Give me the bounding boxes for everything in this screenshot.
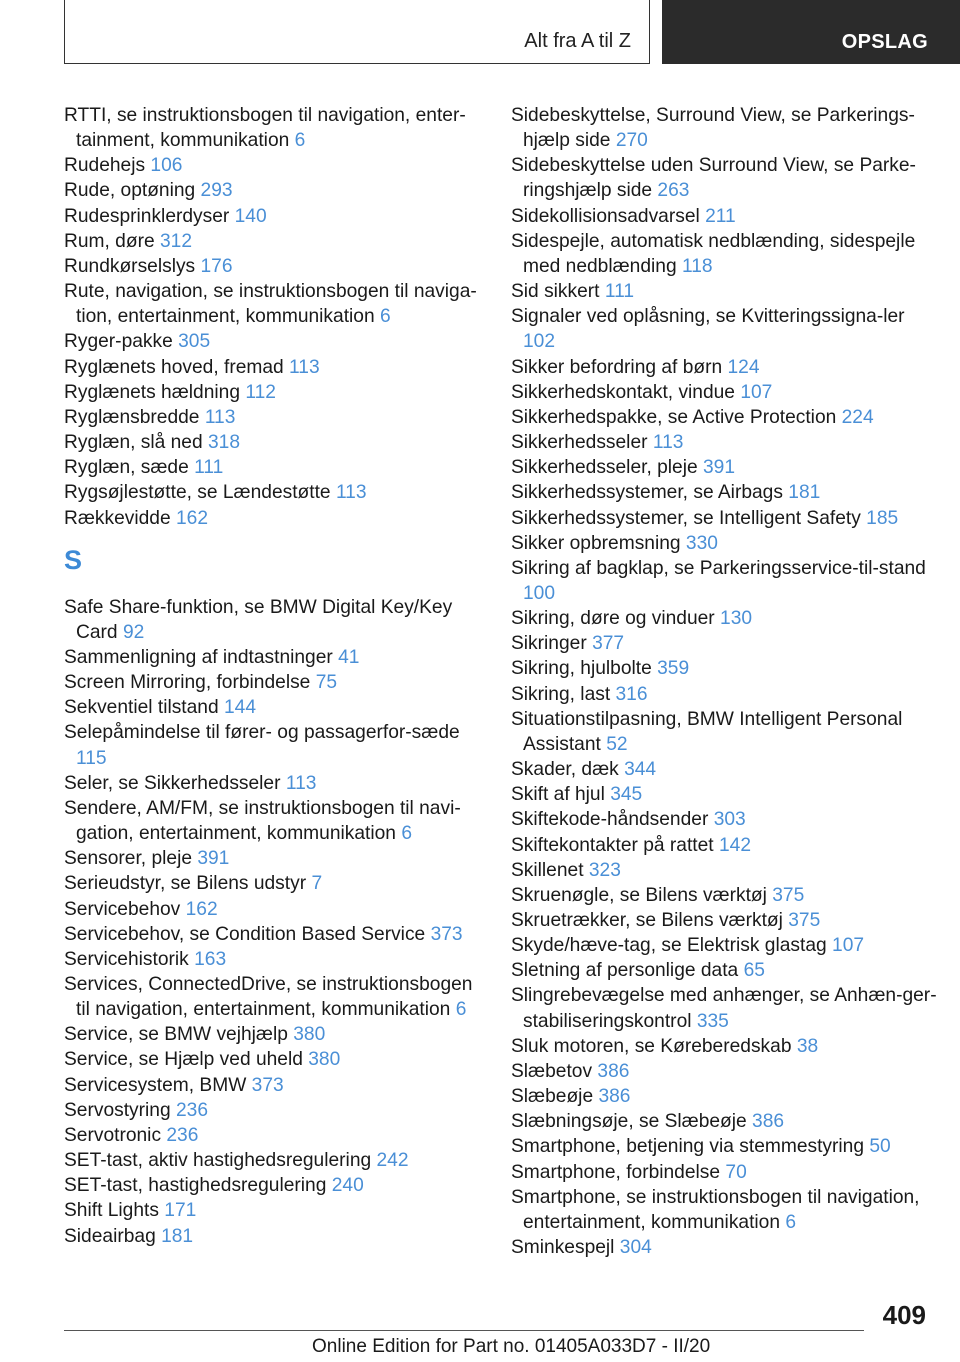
index-entry xyxy=(511,1134,941,1159)
index-term: Signaler ved oplåsning, se Kvitteringssigna-ler xyxy=(511,306,905,328)
index-entry xyxy=(511,782,941,807)
page-reference-link[interactable]: 380 xyxy=(308,1049,341,1071)
index-term: Sidebeskyttelse uden Surround View, se Parke-ringshjælp side xyxy=(511,155,916,202)
footer-divider xyxy=(64,1330,864,1331)
index-term: Sid sikkert xyxy=(511,281,600,303)
index-entry xyxy=(64,947,482,972)
index-entry xyxy=(511,958,941,983)
page-reference-link[interactable]: 106 xyxy=(150,155,183,177)
index-entry xyxy=(64,1047,482,1072)
index-group-s xyxy=(64,595,482,1249)
index-entry xyxy=(64,1173,482,1198)
index-group-r xyxy=(64,103,482,531)
page-reference-link[interactable]: 6 xyxy=(294,130,306,152)
index-entry xyxy=(511,858,941,883)
index-term: Safe Share-funktion, se BMW Digital Key/Key Card xyxy=(64,596,453,643)
index-term: Sendere, AM/FM, se instruktionsbogen til navi-gation, entertainment, kommunikation xyxy=(64,797,461,845)
page-reference-link[interactable]: 7 xyxy=(311,873,323,895)
index-term: Skyde/hæve-tag, se Elektrisk glastag xyxy=(511,935,827,957)
page-reference-link[interactable]: 6 xyxy=(379,306,391,328)
page-header xyxy=(64,0,960,64)
index-term: Servotronic xyxy=(64,1124,162,1146)
index-term: Slingrebevægelse med anhænger, se Anhæn-ger-stabiliseringskontrol xyxy=(511,985,937,1032)
index-term: Service, se BMW vejhjælp xyxy=(64,1024,288,1046)
index-entry xyxy=(64,430,482,455)
page-reference-link[interactable]: 236 xyxy=(166,1124,199,1146)
index-entry xyxy=(64,595,482,645)
page-reference-link[interactable]: 100 xyxy=(523,582,556,604)
index-term: Sikring, døre og vinduer xyxy=(511,608,715,630)
index-entry xyxy=(64,670,482,695)
index-entry xyxy=(64,329,482,354)
index-entry xyxy=(511,531,941,556)
index-entry xyxy=(511,355,941,380)
index-entry xyxy=(64,480,482,505)
index-term: Sikkerhedskontakt, vindue xyxy=(511,381,735,403)
page-reference-link[interactable]: 113 xyxy=(285,772,317,794)
index-entry xyxy=(64,153,482,178)
page-reference-link[interactable]: 391 xyxy=(703,457,736,479)
index-term: Sikkerhedsseler, pleje xyxy=(511,457,698,479)
index-entry xyxy=(64,380,482,405)
index-entry xyxy=(64,405,482,430)
index-entry xyxy=(511,304,941,354)
index-term: Ryglæn, sæde xyxy=(64,457,189,479)
index-term: Rudesprinklerdyser xyxy=(64,205,230,227)
index-term: Sensorer, pleje xyxy=(64,848,192,870)
index-term: Servicebehov, se Condition Based Service xyxy=(64,923,426,945)
page-reference-link[interactable]: 181 xyxy=(161,1225,194,1247)
page-reference-link[interactable]: 240 xyxy=(331,1175,364,1197)
index-entry xyxy=(64,771,482,796)
page-reference-link[interactable]: 185 xyxy=(866,507,899,529)
index-entry xyxy=(64,972,482,1022)
page-reference-link[interactable]: 359 xyxy=(657,658,690,680)
index-term: Rudehejs xyxy=(64,155,146,177)
index-entry xyxy=(64,871,482,896)
index-term: Skiftekontakter på rattet xyxy=(511,834,714,856)
index-term: Ryglæn, slå ned xyxy=(64,432,203,454)
index-term: Skiftekode-håndsender xyxy=(511,809,709,831)
index-group-s-continued xyxy=(511,103,941,1260)
index-entry xyxy=(511,682,941,707)
page-reference-link[interactable]: 373 xyxy=(430,923,463,945)
index-entry xyxy=(511,279,941,304)
index-entry xyxy=(511,1084,941,1109)
page-reference-link[interactable]: 130 xyxy=(720,608,753,630)
section-title: Alt fra A til Z xyxy=(524,30,631,52)
index-entry xyxy=(511,1160,941,1185)
page-reference-link[interactable]: 391 xyxy=(197,848,230,870)
chapter-tab xyxy=(662,0,960,64)
index-term: Sikkerhedssystemer, se Intelligent Safety xyxy=(511,507,861,529)
index-term: Skruenøgle, se Bilens værktøj xyxy=(511,884,767,906)
index-term: Slæbningsøje, se Slæbeøje xyxy=(511,1111,747,1133)
index-term: RTTI, se instruktionsbogen til navigation, enter-tainment, kommunikation xyxy=(64,105,466,152)
index-entry xyxy=(64,720,482,770)
index-term: Rum, døre xyxy=(64,230,155,252)
index-entry xyxy=(511,506,941,531)
index-term: Sikker befordring af børn xyxy=(511,356,723,378)
index-term: Servostyring xyxy=(64,1099,171,1121)
page-reference-link[interactable]: 323 xyxy=(588,859,621,881)
index-entry xyxy=(64,1198,482,1223)
index-entry xyxy=(64,846,482,871)
index-entry xyxy=(64,922,482,947)
page-reference-link[interactable]: 162 xyxy=(185,898,218,920)
index-term: Ryger-pakke xyxy=(64,331,173,353)
page-reference-link[interactable]: 65 xyxy=(743,960,765,982)
page-reference-link[interactable]: 142 xyxy=(718,834,751,856)
index-term: Sidespejle, automatisk nedblænding, sidespejle med nedblænding xyxy=(511,230,916,277)
page-reference-link[interactable]: 263 xyxy=(657,180,690,202)
page-reference-link[interactable]: 373 xyxy=(251,1074,284,1096)
index-entry xyxy=(64,204,482,229)
index-entry xyxy=(64,645,482,670)
page-reference-link[interactable]: 375 xyxy=(788,910,821,931)
page-reference-link[interactable]: 316 xyxy=(615,683,648,705)
index-entry xyxy=(64,506,482,531)
index-entry xyxy=(511,1034,941,1059)
page-reference-link[interactable]: 70 xyxy=(725,1161,747,1183)
page-reference-link[interactable]: 75 xyxy=(315,672,338,694)
page-reference-link[interactable]: 181 xyxy=(788,482,821,504)
index-term: Sidebeskyttelse, Surround View, se Parkerings-hjælp side xyxy=(511,105,915,152)
index-entry xyxy=(64,1073,482,1098)
index-term: Sikringer xyxy=(511,633,587,655)
index-entry xyxy=(511,757,941,782)
index-entry xyxy=(511,656,941,681)
index-term: Shift Lights xyxy=(64,1200,159,1222)
index-entry xyxy=(511,908,941,933)
page-reference-link[interactable]: 124 xyxy=(727,356,760,378)
page-reference-link[interactable]: 163 xyxy=(194,948,227,970)
page-reference-link[interactable]: 344 xyxy=(624,759,657,781)
index-term: Servicesystem, BMW xyxy=(64,1074,247,1096)
index-term: Rygsøjlestøtte, se Lændestøtte xyxy=(64,482,331,504)
index-term: Seler, se Sikkerhedsseler xyxy=(64,772,281,794)
index-term: Sikkerhedsseler xyxy=(511,432,648,454)
page-reference-link[interactable]: 50 xyxy=(869,1136,891,1158)
index-entry xyxy=(511,1185,941,1235)
page-reference-link[interactable]: 92 xyxy=(122,621,145,643)
index-column-right xyxy=(511,103,941,1260)
index-term: Services, ConnectedDrive, se instruktionsbogen til navigation, entertainment, kommunikation xyxy=(64,974,473,1021)
index-entry xyxy=(511,983,941,1033)
index-term: Sekventiel tilstand xyxy=(64,697,219,719)
page-reference-link[interactable]: 115 xyxy=(76,747,107,769)
page-reference-link[interactable]: 111 xyxy=(604,281,635,303)
chapter-label: OPSLAG xyxy=(841,31,928,53)
index-entry xyxy=(511,833,941,858)
index-entry xyxy=(511,153,941,203)
page-reference-link[interactable]: 6 xyxy=(401,823,412,845)
index-term: Sikkerhedspakke, se Active Protection xyxy=(511,406,837,428)
index-entry xyxy=(511,229,941,279)
page-reference-link[interactable]: 144 xyxy=(224,697,257,719)
index-entry xyxy=(511,556,941,606)
page-reference-link[interactable]: 171 xyxy=(164,1200,197,1222)
index-term: Selepåmindelse til fører- og passagerfor-sæde xyxy=(64,722,460,744)
index-entry xyxy=(511,883,941,908)
index-term: Rundkørselslys xyxy=(64,255,196,277)
page-reference-link[interactable]: 52 xyxy=(606,733,628,755)
page-reference-link[interactable]: 41 xyxy=(338,646,360,668)
page-reference-link[interactable]: 386 xyxy=(598,1086,631,1108)
index-term: SET-tast, hastighedsregulering xyxy=(64,1175,327,1197)
page-reference-link[interactable]: 375 xyxy=(772,884,805,906)
index-term: Smartphone, betjening via stemmestyring xyxy=(511,1136,865,1158)
index-term: Sideairbag xyxy=(64,1225,156,1247)
index-term: Skift af hjul xyxy=(511,784,605,806)
index-term: Sletning af personlige data xyxy=(511,960,739,982)
index-term: Sidekollisionsadvarsel xyxy=(511,205,700,227)
index-term: Skillenet xyxy=(511,859,584,881)
index-term: Ryglænets hældning xyxy=(64,381,240,403)
page-reference-link[interactable]: 330 xyxy=(685,532,718,554)
page-reference-link[interactable]: 113 xyxy=(204,406,236,428)
page-reference-link[interactable]: 312 xyxy=(159,230,192,252)
page-reference-link[interactable]: 345 xyxy=(610,784,643,806)
page-reference-link[interactable]: 176 xyxy=(200,255,233,277)
index-entry xyxy=(511,1059,941,1084)
index-entry xyxy=(511,380,941,405)
index-entry xyxy=(511,606,941,631)
index-entry xyxy=(64,1098,482,1123)
index-entry xyxy=(64,796,482,846)
page-reference-link[interactable]: 386 xyxy=(597,1060,630,1082)
index-term: Screen Mirroring, forbindelse xyxy=(64,672,311,694)
index-entry xyxy=(511,480,941,505)
index-entry xyxy=(511,1109,941,1134)
page-reference-link[interactable]: 107 xyxy=(740,381,773,403)
index-term: Service, se Hjælp ved uheld xyxy=(64,1049,303,1071)
page-reference-link[interactable]: 224 xyxy=(841,406,874,428)
index-entry xyxy=(511,204,941,229)
index-entry xyxy=(64,103,482,153)
page-reference-link[interactable]: 293 xyxy=(200,180,233,202)
page-reference-link[interactable]: 6 xyxy=(455,999,467,1021)
index-entry xyxy=(511,807,941,832)
page-reference-link[interactable]: 242 xyxy=(376,1150,409,1172)
index-entry xyxy=(64,254,482,279)
index-entry xyxy=(64,1022,482,1047)
index-term: Servicebehov xyxy=(64,898,181,920)
index-entry xyxy=(511,405,941,430)
page-reference-link[interactable]: 211 xyxy=(705,205,736,227)
page-reference-link[interactable]: 118 xyxy=(681,255,713,277)
index-entry xyxy=(64,1123,482,1148)
section-title-box xyxy=(64,0,650,64)
index-term: Serieudstyr, se Bilens udstyr xyxy=(64,873,307,895)
page-reference-link[interactable]: 270 xyxy=(615,130,648,152)
index-term: Sammenligning af indtastninger xyxy=(64,646,333,668)
index-entry xyxy=(511,1235,941,1260)
page-reference-link[interactable]: 107 xyxy=(832,935,865,957)
index-term: Slæbeøje xyxy=(511,1086,594,1108)
page-reference-link[interactable]: 6 xyxy=(785,1211,797,1233)
page-reference-link[interactable]: 140 xyxy=(234,205,267,227)
index-entry xyxy=(64,1224,482,1249)
index-entry xyxy=(64,455,482,480)
index-term: Sluk motoren, se Køreberedskab xyxy=(511,1035,792,1057)
index-letter-heading: S xyxy=(64,544,83,575)
page-number: 409 xyxy=(882,1300,926,1330)
index-entry xyxy=(511,707,941,757)
index-term: SET-tast, aktiv hastighedsregulering xyxy=(64,1150,372,1172)
index-entry xyxy=(64,279,482,329)
index-term: Smartphone, forbindelse xyxy=(511,1161,721,1183)
index-entry xyxy=(511,631,941,656)
index-entry xyxy=(64,695,482,720)
index-term: Situationstilpasning, BMW Intelligent Personal Assistant xyxy=(511,708,903,755)
page-reference-link[interactable]: 335 xyxy=(696,1010,729,1032)
index-term: Sikring, last xyxy=(511,683,611,705)
index-term: Sikkerhedssystemer, se Airbags xyxy=(511,482,783,504)
index-term: Rute, navigation, se instruktionsbogen til naviga-tion, entertainment, kommunikation xyxy=(64,281,477,328)
page-reference-link[interactable]: 113 xyxy=(652,432,684,454)
index-entry xyxy=(511,455,941,480)
index-entry xyxy=(64,1148,482,1173)
index-term: Skruetrækker, se Bilens værktøj xyxy=(511,910,783,931)
index-term: Servicehistorik xyxy=(64,948,189,970)
index-entry xyxy=(64,178,482,203)
index-term: Rude, optøning xyxy=(64,180,196,202)
index-term: Sikring, hjulbolte xyxy=(511,658,652,680)
index-entry xyxy=(64,897,482,922)
index-entry xyxy=(511,103,941,153)
index-entry xyxy=(511,933,941,958)
page-reference-link[interactable]: 318 xyxy=(208,432,241,454)
index-term: Slæbetov xyxy=(511,1060,593,1082)
index-term: Sminkespejl xyxy=(511,1237,615,1259)
page-reference-link[interactable]: 102 xyxy=(523,331,556,353)
page-reference-link[interactable]: 236 xyxy=(175,1099,208,1121)
index-entry xyxy=(511,430,941,455)
index-column-left xyxy=(64,103,482,1249)
edition-note: Online Edition for Part no. 01405A033D7 - II/20 xyxy=(312,1336,711,1357)
index-entry xyxy=(64,229,482,254)
page-reference-link[interactable]: 162 xyxy=(176,507,209,529)
page-reference-link[interactable]: 380 xyxy=(293,1024,326,1046)
index-term: Smartphone, se instruktionsbogen til navigation, entertainment, kommunikation xyxy=(511,1186,920,1233)
page-reference-link[interactable]: 113 xyxy=(335,482,367,504)
index-term: Skader, dæk xyxy=(511,759,619,781)
index-term: Rækkevidde xyxy=(64,507,171,529)
index-term: Sikker opbremsning xyxy=(511,532,681,554)
page-reference-link[interactable]: 38 xyxy=(796,1035,819,1057)
page-reference-link[interactable]: 386 xyxy=(752,1111,785,1133)
index-entry xyxy=(64,355,482,380)
page-reference-link[interactable]: 305 xyxy=(178,331,211,353)
index-term: Ryglænets hoved, fremad xyxy=(64,356,284,378)
index-term: Ryglænsbredde xyxy=(64,406,200,428)
page-reference-link[interactable]: 111 xyxy=(194,457,224,479)
page-reference-link[interactable]: 377 xyxy=(592,633,625,655)
page-reference-link[interactable]: 304 xyxy=(619,1237,652,1259)
page-reference-link[interactable]: 112 xyxy=(245,381,276,403)
page-reference-link[interactable]: 303 xyxy=(713,809,746,831)
page-reference-link[interactable]: 113 xyxy=(289,356,320,378)
index-term: Sikring af bagklap, se Parkeringsservice-til-stand xyxy=(511,557,926,579)
